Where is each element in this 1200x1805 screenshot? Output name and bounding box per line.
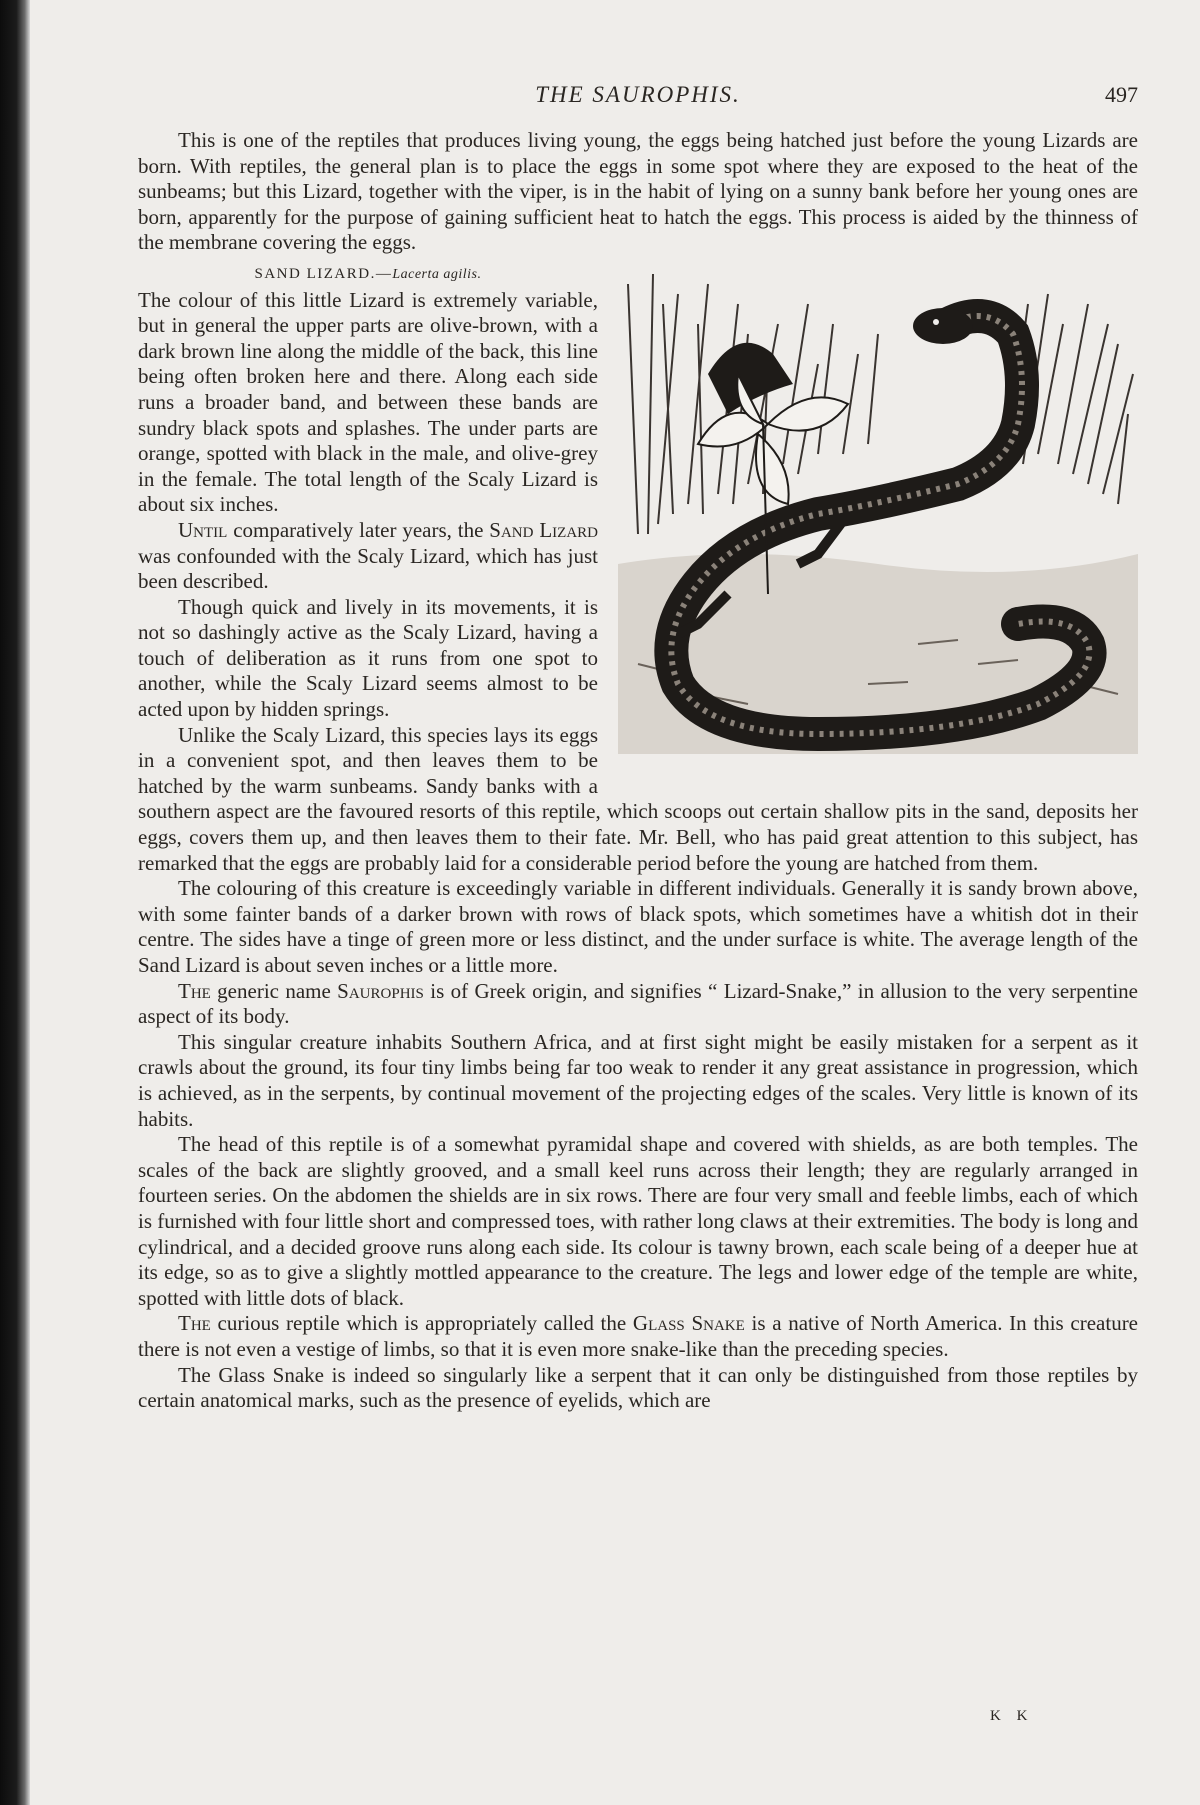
paragraph-3-text-b: was confounded with the Scaly Lizard, which has just been described. [138, 543, 598, 594]
paragraph-4: Though quick and lively in its movements, it is not so dashingly active as the Scaly Lizard, having a touch of deliberation as it runs from one spot to another, while the Scaly Lizard seems almost to be acted upon by hidden springs. [138, 594, 598, 722]
paragraph-3-lead: Until [178, 517, 228, 542]
saurophis-name: Saurophis [337, 978, 424, 1003]
book-spine-shadow [0, 0, 30, 1805]
lizard-head [913, 308, 973, 344]
paragraph-10 [138, 1311, 1138, 1362]
paragraph-10-lead: The [178, 1311, 211, 1336]
caption-title: SAND LIZARD.— [254, 265, 393, 282]
glass-snake-name: Glass Snake [632, 1311, 745, 1336]
paragraph-8: This singular creature inhabits Southern Africa, and at first sight might be easily mistaken for a serpent as it crawls about the ground, its four tiny limbs being far too weak to render it any great assistance in progression, which is achieved, as in the serpents, by continual movement of the projecting edges of the scales. Very little is known of its habits. [138, 1029, 1138, 1131]
sand-lizard-illustration [618, 264, 1138, 754]
sand-lizard-figure [618, 264, 1138, 784]
paragraph-7-lead: The [178, 978, 211, 1003]
signature-mark: K K [990, 1708, 1034, 1724]
paragraph-10-text-a: curious reptile which is appropriately called the [210, 1311, 633, 1336]
paragraph-7 [138, 979, 1138, 1030]
paragraph-7-text-a: generic name [210, 978, 338, 1003]
paragraph-5: Unlike the Scaly Lizard, this species lays its eggs in a convenient spot, and then leaves them to be hatched by the warm sunbeams. Sandy banks with a southern aspect are the favoured resorts of this reptile, which scoops out certain shallow pits in the sand, deposits her eggs, covers them up, and then leaves them to their fate. Mr. Bell, who has paid great attention to this subject, has remarked that the eggs are probably laid for a considerable period before the young are hatched from them. [138, 722, 1138, 875]
paragraph-2-text: The colour of this little Lizard is extremely variable, but in general the upper parts are olive-brown, with a dark brown line along the middle of the back, this line being often broken here and there. Along each side runs a broader band, and between these bands are sundry black spots and splashes. The under parts are orange, spotted with black in the male, and olive-grey in the female. The total length of the Scaly Lizard is about six inches. [138, 287, 598, 517]
lizard-eye [933, 319, 939, 325]
paragraph-10-text-b: is a native of North America. In this creature there is not even a vestige of limbs, so that it is even more snake-like than the preceding species. [138, 1311, 1139, 1361]
paragraph-6: The colouring of this creature is exceedingly variable in different individuals. Generally it is sandy brown above, with some fainter bands of a darker brown with rows of black spots, which sometimes have a whitish dot in their centre. The sides have a tinge of green more or less distinct, and the under surface is white. The average length of the Sand Lizard is about seven inches or a little more. [138, 876, 1138, 977]
caption-latin-name: Lacerta agilis. [392, 266, 482, 282]
running-title: THE SAUROPHIS. [535, 82, 741, 107]
paragraph-7-text-b: is of Greek origin, and signifies “ Lizard-Snake,” in allusion to the very serpentine aspect of its body. [138, 978, 1138, 1029]
paragraph-11: The Glass Snake is indeed so singularly like a serpent that it can only be distinguished from those reptiles by certain anatomical marks, such as the presence of eyelids, which are [138, 1362, 1138, 1413]
page-number: 497 [1105, 82, 1138, 107]
article-body [138, 128, 1138, 1414]
paragraph-3-text-a: comparatively later years, the [227, 517, 490, 542]
sand-lizard-name: Sand Lizard [489, 517, 598, 542]
paragraph-9: The head of this reptile is of a somewhat pyramidal shape and covered with shields, as are both temples. The scales of the back are slightly grooved, and a small keel runs across their length; they are regularly arranged in fourteen series. On the abdomen the shields are in six rows. There are four very small and feeble limbs, each of which is furnished with four little short and compressed toes, with rather long claws at their extremities. The body is long and cylindrical, and a decided groove runs along each side. Its colour is tawny brown, each scale being of a deeper hue at its edge, so as to give a slightly mottled appearance to the creature. The legs and lower edge of the temple are white, spotted with little dots of black. [138, 1132, 1138, 1310]
paragraph-1: This is one of the reptiles that produces living young, the eggs being hatched just before the young Lizards are born. With reptiles, the general plan is to place the eggs in some spot where they are exposed to the heat of the sunbeams; but this Lizard, together with the viper, is in the habit of lying on a sunny bank before her young ones are born, apparently for the purpose of gaining sufficient heat to hatch the eggs. This process is aided by the thinness of the membrane covering the eggs. [138, 128, 1138, 255]
page-header [138, 82, 1138, 118]
